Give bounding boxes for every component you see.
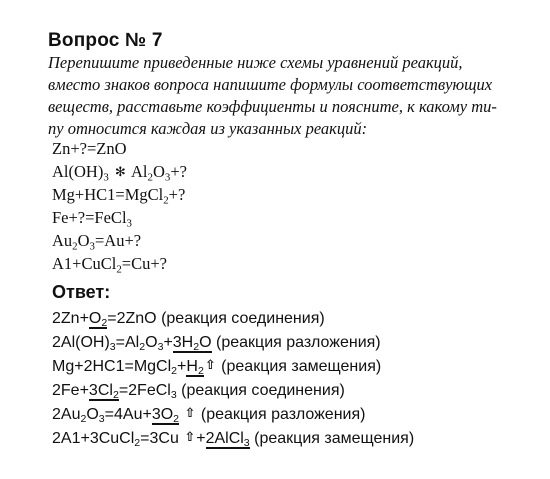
prompt-line: вместо знаков вопроса напишите формулы соответствующих xyxy=(48,75,493,94)
reaction-type: (реакция разложения) xyxy=(216,334,381,351)
added-substance: $O_2$ xyxy=(88,310,108,330)
scheme-3: Mg+HC1=MgCl$_2$+? xyxy=(52,185,186,207)
reaction-type: (реакция соединения) xyxy=(181,382,345,399)
scheme-2: $Al(OH)_3$ ✻ $Al_2O_3+$? xyxy=(52,162,187,184)
reaction-type: (реакция соединения) xyxy=(161,310,325,327)
answer-5: $2Au_2O_3=4Au+3O_2$ ⇧ (реакция разложения) xyxy=(52,406,366,426)
answer-2: $2Al(OH)_3=Al_2O_3+3H_2O$ (реакция разложения) xyxy=(52,334,381,354)
added-substance: $3O_2$ xyxy=(151,406,180,426)
gas-arrow-icon: ⇧ xyxy=(184,406,196,421)
reaction-type: (реакция замещения) xyxy=(221,358,382,375)
answer-1: $2Zn+O_2=2ZnO$ (реакция соединения) xyxy=(52,310,325,330)
prompt-line: Перепишите приведенные ниже схемы уравнений реакций, xyxy=(48,53,463,72)
scheme-5: $Au_2O_3=Au+$? xyxy=(52,231,142,253)
answer-heading: Ответ: xyxy=(52,282,111,302)
gas-arrow-icon: ⇧ xyxy=(184,430,196,445)
answer-6: 2A1+3CuCl$_2$=3Cu ⇧+2AlCl$_3$ (реакция замещения) xyxy=(52,430,415,450)
question-title: Вопрос № 7 xyxy=(48,30,163,51)
reaction-type: (реакция замещения) xyxy=(254,430,415,447)
scheme-4: Fe+?=FeCl$_3$ xyxy=(52,208,132,230)
prompt-line: веществ, расставьте коэффициенты и поясните, к какому ти- xyxy=(48,97,497,116)
added-substance: 2AlCl$_3$ xyxy=(205,430,250,450)
reaction-type: (реакция разложения) xyxy=(200,406,366,423)
prompt-line: пу относится каждая из указанных реакций: xyxy=(48,119,368,138)
answer-3: $Mg+2HC1=MgCl_2+H_2⇧$ (реакция замещения) xyxy=(52,358,382,378)
scheme-6: A1+CuCl$_2$=Cu+? xyxy=(52,254,167,276)
added-substance: $H_2$ xyxy=(186,358,204,378)
scheme-1: Zn+?=ZnO xyxy=(52,139,127,158)
added-substance: $3Cl_2$ xyxy=(88,382,119,402)
gas-arrow-icon: ⇧ xyxy=(204,358,216,373)
answer-4: $2Fe+3Cl_2=2FeCl_3$ (реакция соединения) xyxy=(52,382,345,402)
question-prompt xyxy=(48,52,534,140)
added-substance: $3H_2O$ xyxy=(172,334,212,354)
arrow-symbol-icon: ✻ xyxy=(114,165,126,180)
